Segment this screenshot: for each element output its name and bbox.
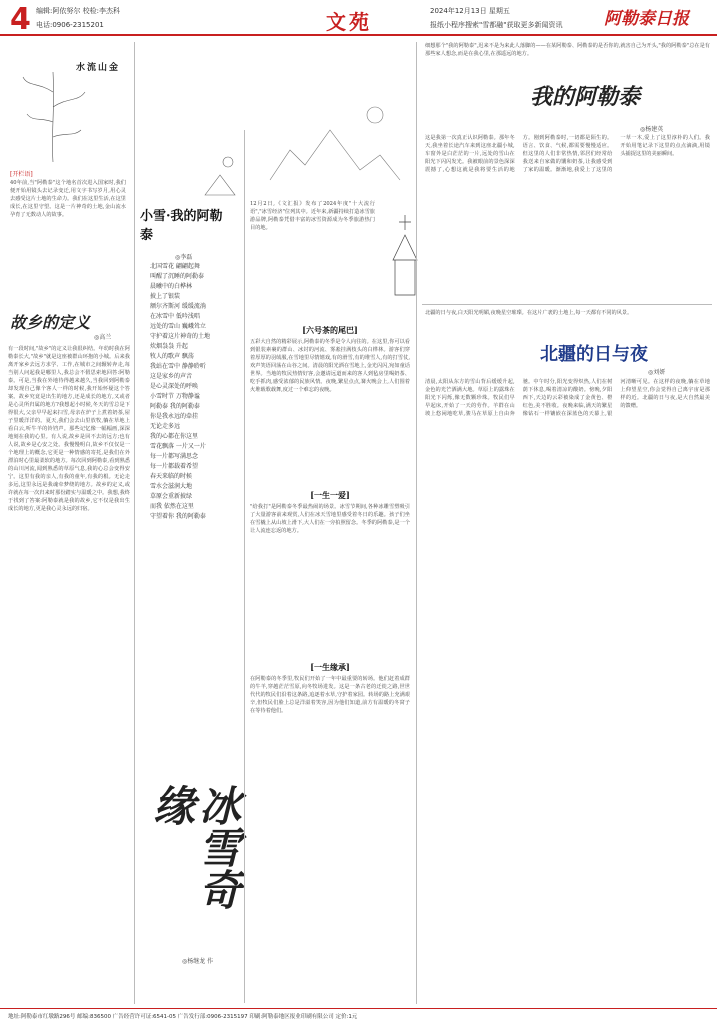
poem-line: 我站在雪中 静静聆听 xyxy=(150,363,206,370)
date: 2024年12月13日 星期五 xyxy=(430,7,510,15)
poem-line: 草原会重新披绿 xyxy=(150,493,193,500)
poem-line: 远处的雪山 巍峨耸立 xyxy=(150,323,206,330)
poem-line: 守望着你 我的阿勒泰 xyxy=(150,513,206,520)
col2-poem-header xyxy=(140,205,230,243)
essay-body: 有一段时间,"故乡"的定义让我很纠结。年幼时我在阿勒泰长大,"故乡"就是这座被群山环抱的小城。后来我离开家乡去远方求学、工作,在城市之间辗转奔走,每当别人问起我是哪里人,我总会不假思索地回答:阿勒泰。可是,当我在外地待得越来越久,当我回到阿勒泰却发现自己像个客人一样的时候,我开始怀疑这个答案。故乡究竟是出生的地方,还是成长的地方,又或者是心灵所归属的地方?我想起小时候,冬天的雪总是下得很大,父亲早早起来扫雪,母亲在炉子上煮着奶茶,屋子里暖洋洋的。夏天,我们会去山里放牧,躺在草地上看白云,听牛羊的铃铛声。那些记忆像一幅幅画,深深地刻在我的心里。有人说,故乡是回不去的远方;也有人说,故乡是心安之处。我慢慢明白,故乡不仅仅是一个地理上的概念,它更是一种情感的寄托,是我们在外漂泊时心里最柔软的地方。每次回到阿勒泰,看到熟悉的山川河流,闻到熟悉的草原气息,我的心总会变得安宁。这里有我的亲人,有我的童年,有我的根。无论走多远,这里永远是我魂牵梦绕的地方。故乡的定义,或许就在每一次归来时那份踏实与温暖之中。我想,我终于找到了答案:阿勒泰就是我的故乡,它不仅是我出生成长的地方,更是我心灵永远的归宿。 xyxy=(8,346,130,512)
snow-scene-icon xyxy=(200,150,240,200)
map-title: 北疆的日与夜 xyxy=(540,344,648,365)
poem-line: 额尔齐斯河 缓缓流淌 xyxy=(150,303,206,310)
poem-line: 叫醒了沉睡的阿勒泰 xyxy=(150,273,205,280)
poem-line: 春天来临的时候 xyxy=(150,473,193,480)
church-illustration-icon xyxy=(385,210,425,300)
col3-intro: 12月2日,《文汇报》发布了2024年度"十大流行语","冰雪经济"位列其中。近年来,新疆持续打造冰雪旅游品牌,阿勒泰凭借丰富的冰雪资源成为冬季旅游热门目的地。 xyxy=(250,201,375,231)
poem-line: 牧人的歌声 飘荡 xyxy=(150,353,194,360)
map-body: 清晨,太阳从东方的雪山背后缓缓升起,金色的光芒洒满大地。草原上的露珠在阳光下闪烁,像无数颗珍珠。牧民们早早起床,开始了一天的劳作。羊群在山坡上悠闲地吃草,骏马在草原上自由奔驰。中午时分,阳光变得炽热,人们在树荫下休息,喝着清凉的酸奶。傍晚,夕阳西下,天边的云彩被染成了金黄色、橙红色,美不胜收。夜晚来临,满天的繁星像钻石一样镶嵌在深蓝色的天幕上,银河清晰可见。在这样的夜晚,躺在草地上仰望星空,你会觉得自己离宇宙是那样的近。北疆的日与夜,是大自然最美的馈赠。 xyxy=(425,379,710,417)
col4-body: 这是我第一次真正认识阿勒泰。那年冬天,我坐着长途汽车来到这座北疆小城,车窗外是白茫茫的一片,远处的雪山在阳光下闪闪发光。我被眼前的景色深深震撼了,心想这就是我将要生活的地方。刚到阿勒泰时,一切都是陌生的。语言、饮食、气候,都需要慢慢适应。但这里的人们非常热情,邻居们经常给我送来自家做的馕和奶茶,让我感受到了家的温暖。渐渐地,我爱上了这里的一草一木,爱上了这里淳朴的人们。我开始用笔记录下这里的点点滴滴,用镜头捕捉这里的美丽瞬间。 xyxy=(425,135,710,173)
column-divider xyxy=(134,42,135,1004)
page-header xyxy=(0,0,717,36)
poem-line: 这是家乡的声音 xyxy=(150,373,193,380)
column-divider xyxy=(416,42,417,1004)
big-title-author: ◎杨继龙 作 xyxy=(182,958,214,965)
poem-line: 炊烟袅袅 升起 xyxy=(150,343,188,350)
poem-line: 雪水会滋润大地 xyxy=(150,483,193,490)
col2-poem-lines xyxy=(150,262,240,592)
col2-poem-author: ◎李磊 xyxy=(175,254,193,261)
poem-line: 阿勒泰 我的阿勒泰 xyxy=(150,403,200,410)
plant-illustration-icon xyxy=(13,52,93,162)
essay-author: ◎高兰 xyxy=(94,334,112,341)
sec1-title: [六号茶的尾巴] xyxy=(302,325,358,335)
poem-line: 是心灵深处的呼唤 xyxy=(150,383,199,390)
phone-info: 电话:0906-2315201 xyxy=(36,21,104,29)
col4-lead: 细想那个"我的阿勒泰",迟来不是为来此人落脚的——在某阿勒泰、阿勒泰的是否你的,就害自己为开头,"我的阿勒泰"总在是有那些家人想念,而是在我心里,在那遥远的地方。 xyxy=(425,43,710,57)
poem-line: 在冰雪中 低吟浅唱 xyxy=(150,313,200,320)
sec2-body: "给我打"是阿勒泰冬季最热闹的场景。冰雪节期间,各种冰雕雪塑吸引了大量游客前来观赏,人们在冰天雪地里感受着冬日的乐趣。孩子们坐在雪橇上从山坡上滑下,大人们在一旁拍照留念。冬季的阿勒泰,是一个让人流连忘返的地方。 xyxy=(250,504,410,534)
poem-line: 小雪时节 万物静谧 xyxy=(150,393,200,400)
essay-title-block xyxy=(10,306,130,342)
big-title-block xyxy=(147,784,242,934)
poem-line: 每一片都写满思念 xyxy=(150,453,199,460)
app-note: 报纸小程序搜索"雪都融"获取更多新闻资讯 xyxy=(430,21,563,29)
col1-intro: 40年前,当"阿勒泰"这个地名首次进入国家时,我们便开始用镜头去记录变迁,用文字书写岁月,用心灵去感受这片土地的生命力。我们在这里生活,在这里成长,在这里守望。这是一片神奇的土地,金山流水孕育了无数动人的故事。 xyxy=(10,180,126,218)
poem-line: 北国雪花 翩翩起舞 xyxy=(150,263,200,270)
poem-line: 无论走多远 xyxy=(150,423,181,430)
col3-illustration-icon xyxy=(250,90,410,190)
poem-line: 我的心都在你这里 xyxy=(150,433,199,440)
col4-author: ◎杨建英 xyxy=(640,126,664,133)
poem-line: 每一片都载着希望 xyxy=(150,463,199,470)
section-divider xyxy=(422,304,712,305)
editor-info: 编辑:阿依努尔 校检:李杰科 xyxy=(36,7,120,15)
poem-line: 守护着这片神奇的土地 xyxy=(150,333,211,340)
poem-line: 你是我永远的牵挂 xyxy=(150,413,199,420)
sec3-title: [一生缘承] xyxy=(310,662,350,672)
section-title: 文苑 xyxy=(326,10,372,34)
col2-poem-title: 小雪·我的阿勒泰 xyxy=(140,209,223,243)
newspaper-logo: 阿勒泰日报 xyxy=(604,9,689,29)
page-number: 4 xyxy=(10,2,31,37)
col1-poem-title: 金山流水 xyxy=(74,62,117,71)
poem-line: 披上了银装 xyxy=(150,293,181,300)
page-footer: 地址:阿勒泰市红墩路296号 邮编:836500 广告经营许可证:6541-05 广告发行部:0906-2315197 印刷:阿勒泰地区报业印刷有限公司 定价:1元 xyxy=(0,1008,717,1023)
poem-line: 雪花飘落 一片又一片 xyxy=(150,443,206,450)
map-author: ◎刘妍 xyxy=(648,369,666,376)
col4-title: 我的阿勒泰 xyxy=(530,84,641,110)
poem-line: 而我 依然在这里 xyxy=(150,503,194,510)
poem-line: 晨曦中的白桦林 xyxy=(150,283,193,290)
big-title: 冰雪奇缘 xyxy=(147,784,242,910)
column-divider xyxy=(244,130,245,1003)
sec3-body: 在阿勒泰的冬季里,牧民们开始了一年中最重要的转场。他们赶着成群的牛羊,穿越茫茫雪原,向冬牧场进发。这是一条古老的迁徙之路,世世代代的牧民们沿着这条路,追逐着水草,守护着家园。转场的路上充满艰辛,但牧民们脸上总是洋溢着笑容,因为他们知道,前方有温暖的冬窝子在等待着他们。 xyxy=(250,676,410,714)
sec1-body: 五彩大自然的精彩展示,阿勒泰的冬季是令人向往的。在这里,你可以看到银装素裹的群山、冰封的河流、雾凇挂满枝头的白桦林。游客们穿着厚厚的羽绒服,在雪地里尽情嬉戏,有的滑雪,有的堆雪人,有的打雪仗,欢声笑语回荡在山谷之间。清晨的阳光洒在雪地上,金光闪闪,宛如童话世界。当地的牧民热情好客,会邀请远道而来的客人到毡房里喝奶茶、吃手抓肉,感受浓郁的民族风情。夜晚,繁星点点,篝火晚会上,人们围着火堆载歌载舞,度过一个难忘的夜晚。 xyxy=(250,339,410,393)
col1-tag: [开栏语] xyxy=(10,171,33,178)
essay-title: 故乡的定义 xyxy=(10,313,91,332)
sec2-title: [一生一爱] xyxy=(310,490,350,500)
map-intro: 北疆的日与夜,白天阳光明媚,夜晚星空璀璨。在这片广袤的土地上,每一天都有不同的风景。 xyxy=(425,310,633,316)
